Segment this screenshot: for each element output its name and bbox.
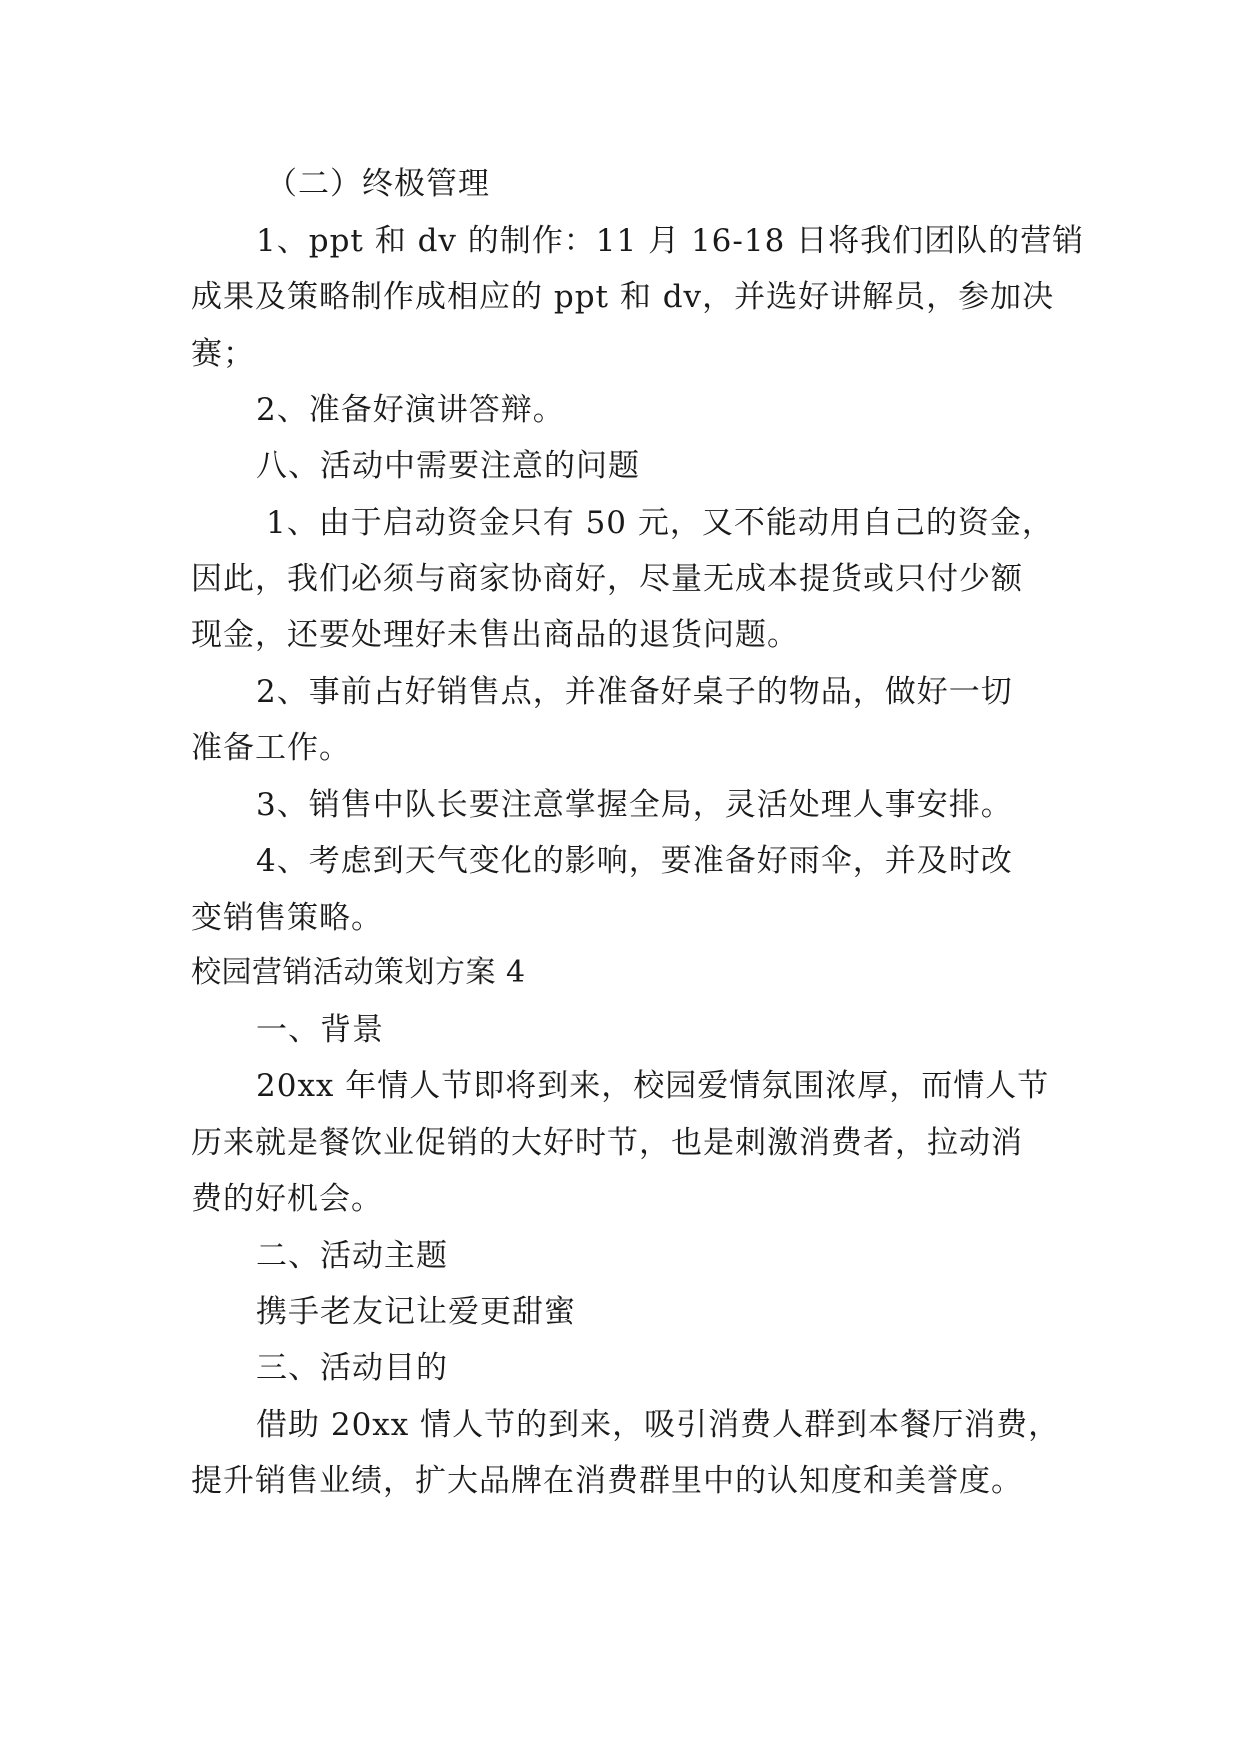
paragraph-line: 2、事前占好销售点，并准备好桌子的物品，做好一切 <box>256 674 1013 710</box>
paragraph-line: 2、准备好演讲答辩。 <box>256 392 565 428</box>
paragraph-line: 借助 20xx 情人节的到来，吸引消费人群到本餐厅消费， <box>256 1407 1061 1443</box>
section-heading: 三、活动目的 <box>256 1350 448 1386</box>
section-heading: （二）终极管理 <box>266 166 490 202</box>
paragraph-line: 提升销售业绩，扩大品牌在消费群里中的认知度和美誉度。 <box>191 1463 1023 1499</box>
paragraph-line: 携手老友记让爱更甜蜜 <box>256 1294 576 1330</box>
paragraph-line: 赛； <box>191 336 255 372</box>
paragraph-line: 因此，我们必须与商家协商好，尽量无成本提货或只付少额 <box>191 561 1023 597</box>
paragraph-line: 现金，还要处理好未售出商品的退货问题。 <box>191 617 799 653</box>
paragraph-line: 3、销售中队长要注意掌握全局，灵活处理人事安排。 <box>256 787 1013 823</box>
paragraph-line: 1、由于启动资金只有 50 元，又不能动用自己的资金， <box>266 505 1054 541</box>
paragraph-line: 准备工作。 <box>191 730 351 766</box>
section-heading: 八、活动中需要注意的问题 <box>256 448 640 484</box>
paragraph-line: 变销售策略。 <box>191 900 383 936</box>
paragraph-line: 4、考虑到天气变化的影响，要准备好雨伞，并及时改 <box>256 843 1013 879</box>
paragraph-line: 20xx 年情人节即将到来，校园爱情氛围浓厚，而情人节 <box>256 1068 1050 1104</box>
paragraph-line: 成果及策略制作成相应的 ppt 和 dv，并选好讲解员，参加决 <box>191 279 1055 315</box>
paragraph-line: 费的好机会。 <box>191 1181 383 1217</box>
section-heading: 二、活动主题 <box>256 1238 448 1274</box>
document-title: 校园营销活动策划方案 4 <box>191 955 526 990</box>
paragraph-line: 1、ppt 和 dv 的制作：11 月 16-18 日将我们团队的营销 <box>256 223 1085 259</box>
section-heading: 一、背景 <box>256 1012 384 1048</box>
paragraph-line: 历来就是餐饮业促销的大好时节，也是刺激消费者，拉动消 <box>191 1125 1023 1161</box>
